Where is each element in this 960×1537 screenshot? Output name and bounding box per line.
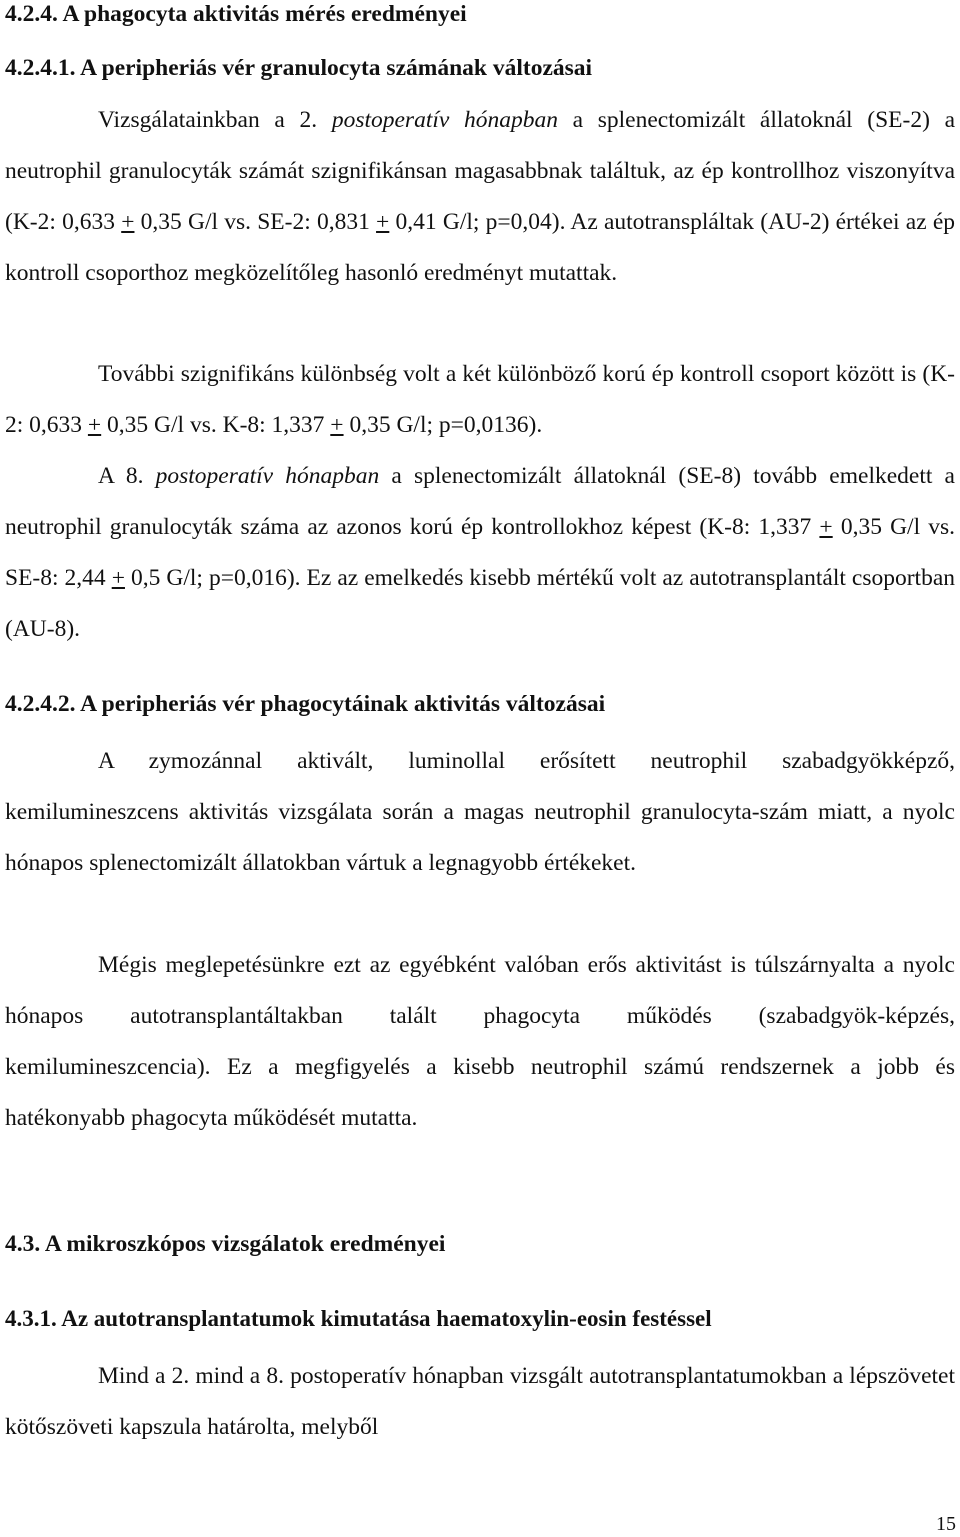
paragraph-chemiluminescence: A zymozánnal aktivált, luminollal erősített neutrophil szabadgyökképző, kemilumineszcens aktivitás vizsgálata során a magas neutrophil granulocyta-szám miatt, a nyolc hónapos splenectomizált állatokban vártuk a legnagyobb értékeket. <box>5 748 955 876</box>
plus-minus-sign: + <box>330 412 344 438</box>
plus-minus-sign: + <box>819 514 833 540</box>
plus-minus-sign: + <box>376 209 390 235</box>
plus-minus-sign: + <box>121 209 135 235</box>
page-number: 15 <box>936 1513 956 1535</box>
subsection-heading-4-2-4-2: 4.2.4.2. A peripheriás vér phagocytáinak aktivitás változásai <box>5 691 606 717</box>
text-run: A 8. <box>98 463 156 489</box>
paragraph-control-difference <box>5 349 955 451</box>
text-run: 0,35 G/l; p=0,0136). <box>343 412 543 438</box>
paragraph-phagocyte-function: Mégis meglepetésünkre ezt az egyébként valóban erős aktivitást is túlszárnyalta a nyolc hónapos autotransplantáltakban talált phagocyta működés (szabadgyök-képzés, kemilumineszcencia). Ez a megfigyelés a kisebb neutrophil számú rendszernek a jobb és hatékonyabb phagocyta működését mutatta. <box>5 952 955 1131</box>
text-run: 0,35 G/l vs. SE-8: 2,44 <box>5 514 955 591</box>
plus-minus-sign: + <box>87 412 102 438</box>
text-run: 0,35 G/l vs. SE-2: 0,831 <box>134 209 377 235</box>
paragraph-autotransplantatum: Mind a 2. mind a 8. postoperatív hónapban vizsgált autotransplantatumokban a lépszövetet kötőszöveti kapszula határolta, melyből <box>5 1363 955 1440</box>
text-run: Vizsgálatainkban a 2. <box>98 107 332 133</box>
paragraph-granulocyte-2-month <box>5 95 955 299</box>
text-run: a splenectomizált állatoknál (SE-2) a neutrophil granulocyták számát szignifikánsan magasabbnak találtuk, az ép kontrollhoz viszonyítva (K-2: 0,633 <box>5 107 955 235</box>
italic-term: postoperatív hónapban <box>155 463 380 489</box>
subsection-heading-4-3-1: 4.3.1. Az autotransplantatumok kimutatása haematoxylin-eosin festéssel <box>5 1306 712 1331</box>
text-run: 0,41 G/l; p=0,04). Az autotranspláltak (AU-2) értékei az ép kontroll csoporthoz megközelítőleg hasonló eredményt mutattak. <box>5 209 956 286</box>
text-run: a splenectomizált állatoknál (SE-8) tovább emelkedett a neutrophil granulocyták száma az azonos korú ép kontrollokhoz képest (K-8: 1,337 <box>5 463 955 540</box>
section-heading-4-2-4: 4.2.4. A phagocyta aktivitás mérés eredményei <box>5 1 467 27</box>
section-heading-4-3: 4.3. A mikroszkópos vizsgálatok eredményei <box>5 1231 446 1257</box>
plus-minus-sign: + <box>111 565 125 591</box>
text-run: További szignifikáns különbség volt a két különböző korú ép kontroll csoport között is (K-2: 0,633 <box>5 361 955 438</box>
subsection-heading-4-2-4-1: 4.2.4.1. A peripheriás vér granulocyta számának változásai <box>5 55 593 81</box>
paragraph-granulocyte-8-month <box>5 451 955 655</box>
text-run: 0,35 G/l vs. K-8: 1,337 <box>101 412 331 438</box>
text-run: 0,5 G/l; p=0,016). Ez az emelkedés kisebb mértékű volt az autotransplantált csoportban (AU-8). <box>5 565 955 642</box>
italic-term: postoperatív hónapban <box>331 107 558 133</box>
